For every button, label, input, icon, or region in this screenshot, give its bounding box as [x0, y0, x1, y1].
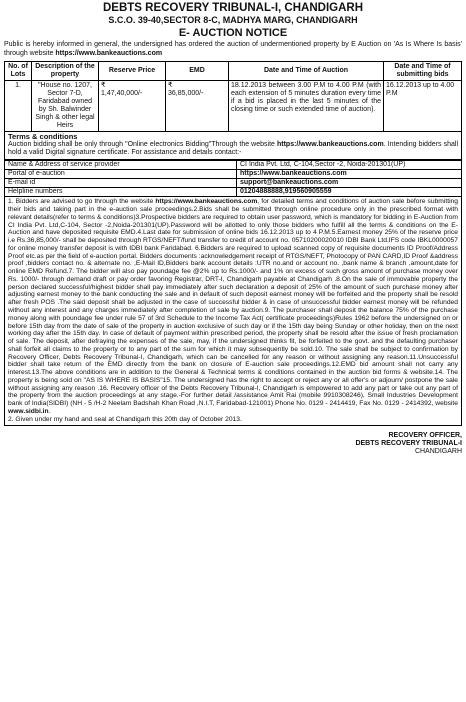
- table-row: [5, 170, 462, 179]
- rupee-symbol: ₹: [101, 81, 106, 89]
- table-row: [5, 161, 462, 170]
- emd-amount: 36,85,000/-: [168, 89, 204, 97]
- portal-url[interactable]: https://www.bankeauctions.com: [237, 170, 462, 179]
- auction-notice: [4, 2, 462, 457]
- conditions-paragraph: [8, 198, 458, 415]
- col-header-auction-time: Date and Time of Auction: [229, 61, 384, 80]
- property-description: "House no. 1207, Sector 7-D, Faridabad owned by Sh. Balwinder Singh & other legal Heirs: [32, 80, 99, 131]
- col-header-emd: EMD: [166, 61, 229, 80]
- emd-cell: [166, 80, 229, 131]
- lots-table: [4, 61, 462, 132]
- terms-text-rest: . Intending bidders shall hold a valid Digital signature certificate. For assistance and details contact:-: [8, 141, 458, 157]
- contact-label: Portal of e-auction: [5, 170, 237, 179]
- lots-header-row: [5, 61, 462, 80]
- service-provider-value: CI India Pvt. Ltd, C-104,Sector -2, Noida-201301(UP): [237, 161, 462, 170]
- contact-table: [4, 160, 462, 197]
- auction-date-time: 18.12.2013 between 3.00 P.M to 4.00 P.M (with each extension of 5 minutes duration every time if a bid is placed in the last 5 minutes of the closing time or such extended time of auction).: [229, 80, 384, 131]
- conditions-body: [4, 197, 462, 425]
- notice-header: [4, 2, 462, 39]
- signatory-place: CHANDIGARH: [414, 448, 462, 456]
- helpline-numbers: 01204888888,919560905559: [237, 188, 462, 197]
- signatory-office: DEBTS RECOVERY TRIBUNAL-I: [355, 439, 462, 447]
- contact-label: Helpline numbers: [5, 188, 237, 197]
- table-row: [5, 80, 462, 131]
- intro-paragraph: [4, 41, 462, 58]
- conditions-text-main: , for detailed terms and conditions of auction sale before submitting their bids and taking part in the e-auction sale proceedings.2.Bids shall be submitted through online procedure only in the prescribed format with relevant details(refer to terms & conditions)3.Prospective bidders are required to obtain user password, which is mandatory for bidding in E-Auction from CI India Pvt. Ltd,C-104, Sector -2,Noida-201301(UP).Password will be allotted to only those bidders who fulfill all the terms & conditions on the E-Auction and have deposited requisite EMD.4.Last date for submission of online bids 16.12.2013 up to 4 P.M.5.Earnest money 25% of the reserve price i.e Rs.36,85,000/- shall be deposited through RTGS/NEFT/fund transfer to credit of account no. 05710200020010 IDBI Bank Ltd.IFS code IBKL0000057 for online money transfer deposit is with IDBI bank Faridabad. 6.Bidders are required to upload scanned copy of requisite documents ID Proof/Address Proof etc.as per the field of e-auction portal. Bidders documents :acknowledgement receipt of RTGS/NEFT, Photocopy of PAN CARD,ID Proof &address proof ,bidders contact no. & alternate no. ,E-Mail ID,Bidders bank account details :UTR no.and or account no. ,bank name & branch ,amount,date for online EMD Refund.7. The bidder will also pay poundage fee @2% up to Rs.1000/- and 1% on excess of such gross amount of purchase money over Rs. 1000/- through demand draft or pay order favoring Registrar, DRT-I, Chandigarh payable at Chandigarh .8.On the sale of immovable property the person declared successful/highest bidder shall pay immediately after such declaration a deposit of 25% of the amount of such purchase money after adjusting earnest money to the bank conducting the sale and in default of such deposit earnest money will be forfeited and the property shall be resold after fresh POS .The said deposit shall be adjusted in the case of successful bidder & in case of unsuccessful bidder earnest money will be refunded without any interest and any charges immediately after completion of sale by auction.9. The purchaser shall deposit the balance 75% of the purchase money along with poundage fee under rule 57 of 3rd Schedule to the Income Tax Act( certificate proceedings)Rules 1962 before the undersigned on or before 15th day from the date of sale of the property in auction exclusive of such day or if the 15th day being Sunday or other holiday, then on the next working day after the 15th day. In case of default of payment within prescribed period, the property shall be resold after the issue of fresh proclamation of sale. The deposit, after defraying the expenses of the sale, may, if the undersigned thinks fit, be forfeited to the govt. and the defaulting purchaser shall forfeit all claims to the property or to any part of the sum for which it may subsequently be sold.10. The sale shall be subject to confirmation by Recovery Officer, Debts Recovery Tribunal-I, Chandigarh, which can be cancelled for any reason or without assigning any reason.11.Unsuccessful bidder shall take return of the EMD directly from the bank on closure of E-auction sale proceedings.12.EMD bid amount shall not carry any interest.13.The above conditions are in addition to the General & Technical terms & conditions contained in the auction bid forms & website.14. The property is being sold on "AS IS WHERE IS BASIS"15. The undersigned has the right to accept or reject any or all offer's or adjourn/ postpone the sale without assigning any reason .16. Recovery officer of the Debts Recovery Tribunal-I, Chandigarh is empowered to add any part or take out any part of the property from the auction proceedings at any stage.-For further detail /assistance Amit Rai (mobile 9910308246), Small Industries Development bank of India(SIDBI) (NH - 5 /H-2 Neelam Badshah Khan Road ,N.I.T, Faridabad-121001) Phone No. 0129 - 2414419, Fax No. 0129 - 2414392, website: [8, 198, 458, 408]
- terms-paragraph: [8, 141, 458, 157]
- intro-url[interactable]: https://www.bankeauctions.com: [55, 49, 163, 57]
- sidbi-website[interactable]: www.sidbi.in: [8, 407, 49, 415]
- submission-date-time: 16.12.2013 up to 4.00 P.M: [384, 80, 462, 131]
- contact-label: Name & Address of service provider: [5, 161, 237, 170]
- col-header-submission-time: Date and Time of submitting bids: [384, 61, 462, 80]
- conditions-text: 1. Bidders are advised to go through the website: [8, 198, 156, 206]
- terms-section: [4, 132, 462, 161]
- contact-label: E-mail id: [5, 179, 237, 188]
- signature-block: [4, 432, 462, 457]
- notice-title: E- AUCTION NOTICE: [178, 26, 288, 39]
- intro-text: Public is hereby informed in general, the undersigned has ordered the auction of undermentioned property by E Auction on 'As Is Where Is basis' through website: [4, 41, 462, 57]
- given-under-hand: 2. Given under my hand and seal at Chandigarh this 20th day of October 2013.: [8, 415, 242, 423]
- conditions-url[interactable]: https://www.bankeauctions.com: [155, 198, 258, 206]
- tribunal-name: DEBTS RECOVERY TRIBUNAL-I, CHANDIGARH: [102, 2, 364, 14]
- terms-text: Auction bidding shall be only through "Online electronics Bidding"Through the website: [8, 141, 277, 149]
- col-header-reserve: Reserve Price: [99, 61, 166, 80]
- reserve-price: 1,47,40,000/-: [101, 89, 143, 97]
- tribunal-address: S.C.O. 39-40,SECTOR 8-C, MADHYA MARG, CHANDIGARH: [108, 14, 358, 25]
- col-header-lots: No. of Lots: [5, 61, 32, 80]
- terms-url[interactable]: https://www.bankeauctions.com: [276, 141, 384, 149]
- conditions-text-end: .: [48, 407, 51, 415]
- signatory-title: RECOVERY OFFICER,: [388, 431, 462, 439]
- table-row: [5, 188, 462, 197]
- lot-number: 1.: [5, 80, 32, 131]
- reserve-price-cell: [99, 80, 166, 131]
- table-row: [5, 179, 462, 188]
- terms-title: Terms & conditions: [8, 131, 78, 141]
- rupee-symbol: ₹: [168, 81, 173, 89]
- email-link[interactable]: support@bankeauctions.com: [237, 179, 462, 188]
- col-header-description: Description of the property: [32, 61, 99, 80]
